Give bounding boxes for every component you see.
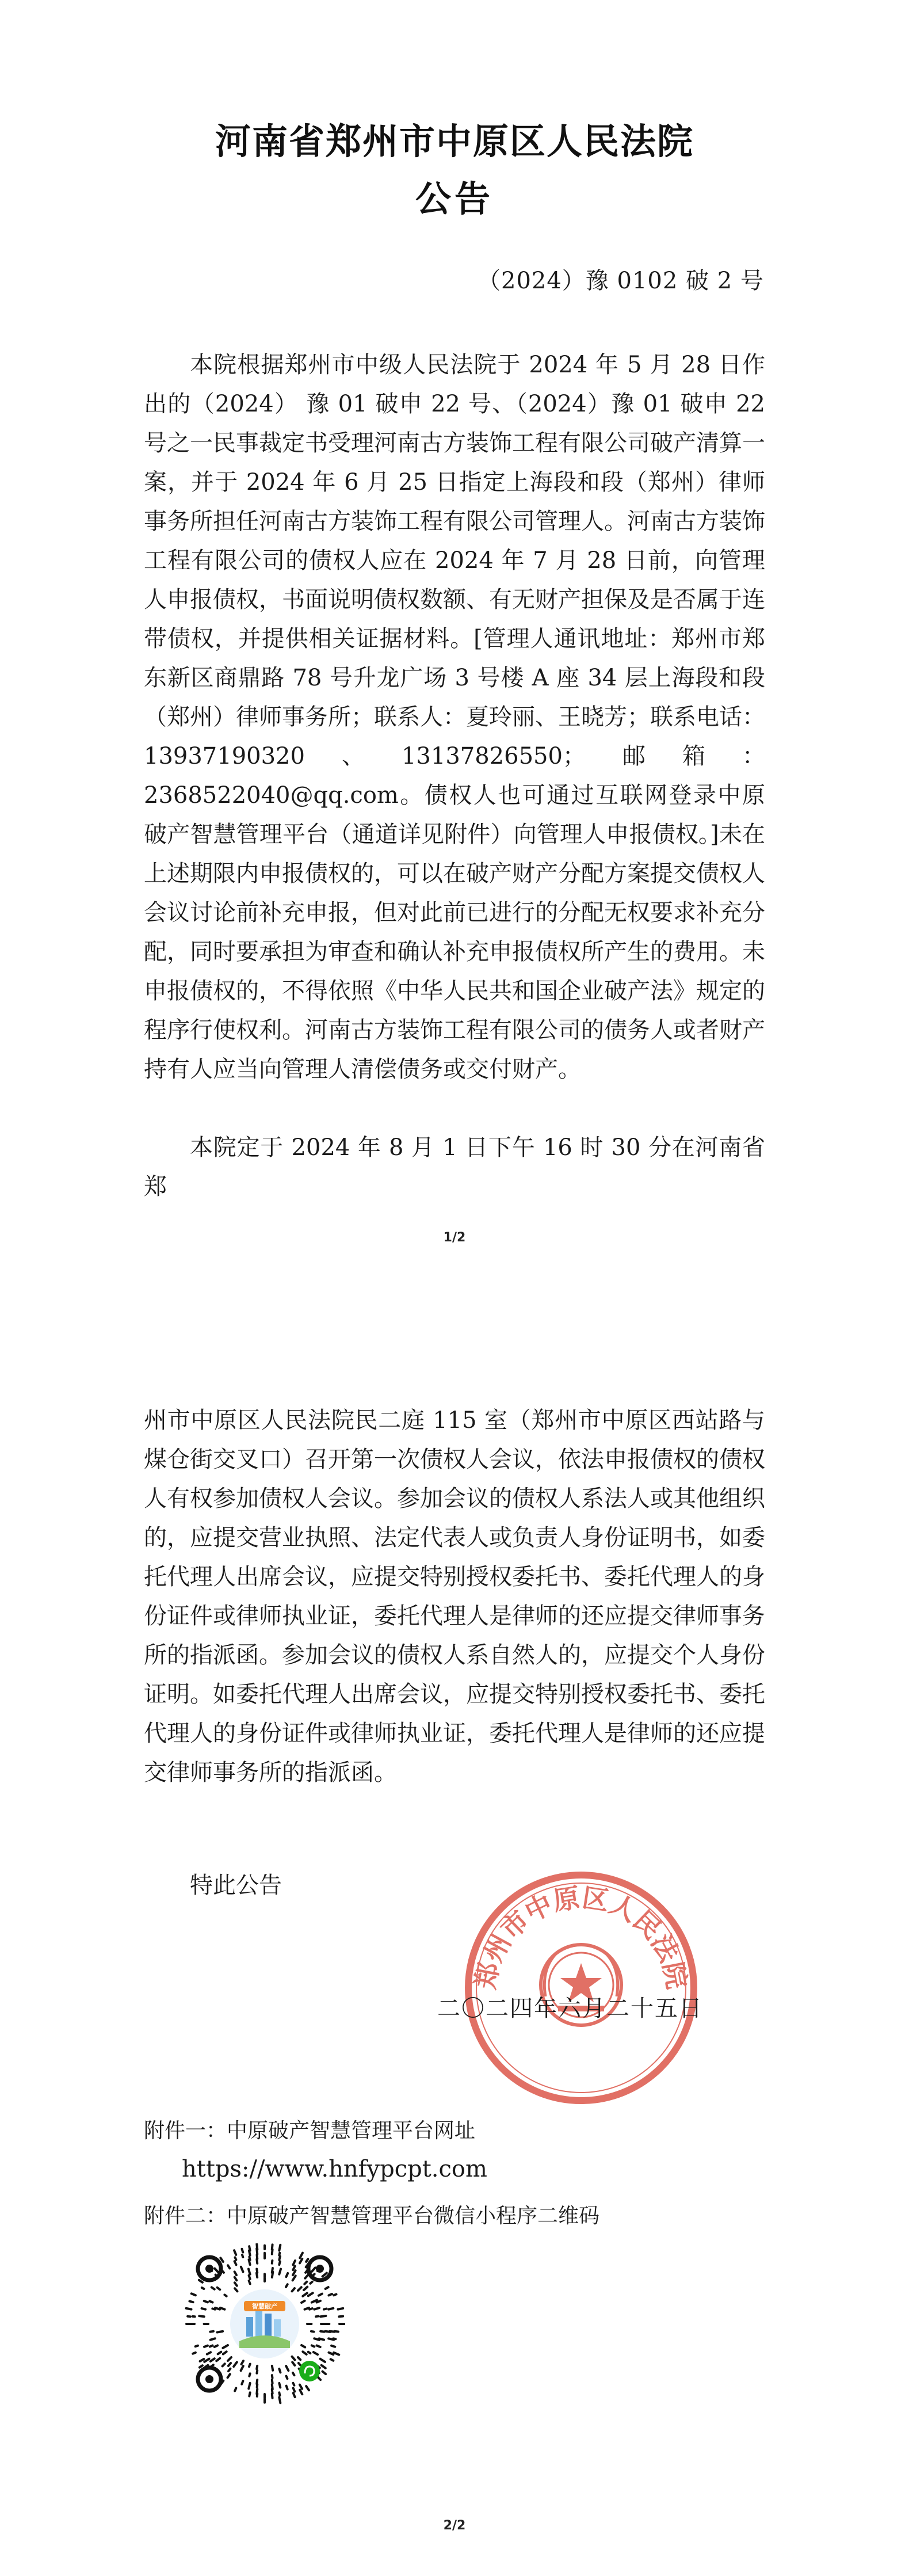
page-number: 1/2 [443,1230,466,1245]
wechat-qr-code-icon[interactable] [184,2243,345,2404]
notice-title: 公告 [415,178,494,220]
notice-date: 二〇二四年六月二十五日 [437,1995,703,2022]
paragraph-meeting-cont: 州市中原区人民法院民二庭 115 室（郑州市中原区西站路与煤仓街交叉口）召开第一次债权人会议，依法申报债权的债权人有权参加债权人会议。参加会议的债权人系法人或其他组织的，应提交营业执照、法定代表人或负责人身份证明书，如委托代理人出席会议，应提交特别授权委托书、委托代理人的身份证件或律师执业证，委托代理人是律师的还应提交律师事务所的指派函。参加会议的债权人系自然人的，应提交个人身份证明。如委托代理人出席会议，应提交特别授权委托书、委托代理人的身份证件或律师执业证，委托代理人是律师的还应提交律师事务所的指派函。 [144,1407,765,1786]
page-number: 2/2 [443,2518,466,2533]
qr-logo-text: 智慧破产 [252,2303,277,2310]
document-number: （2024）豫 0102 破 2 号 [478,268,764,294]
attachment-2-label: 附件二：中原破产智慧管理平台微信小程序二维码 [144,2204,600,2228]
attachment-1-label: 附件一：中原破产智慧管理平台网址 [144,2119,476,2143]
wechat-miniprogram-icon [299,2361,320,2381]
paragraph-claims: 本院根据郑州市中级人民法院于 2024 年 5 月 28 日作出的（2024） 豫 01 破申 22 号、（2024）豫 01 破申 22 号之一民事裁定书受理河南古方装饰工程有限公司破产清算一案，并于 2024 年 6 月 25 日指定上海段和段（郑州）律师事务所担任河南古方装饰工程有限公司管理人。河南古方装饰工程有限公司的债权人应在 2024 年 7 月 28 日前，向管理人申报债权，书面说明债权数额、有无财产担保及是否属于连带债权，并提供相关证据材料。[管理人通讯地址：郑州市郑东新区商鼎路 78 号升龙广场 3 号楼 A 座 34 层上海段和段（郑州）律师事务所；联系人：夏玲丽、王晓芳；联系电话：13937190320、13137826550；邮箱：2368522040@qq.com。债权人也可通过互联网登录中原破产智慧管理平台（通道详见附件）向管理人申报债权。]未在上述期限内申报债权的，可以在破产财产分配方案提交债权人会议讨论前补充申报，但对此前已进行的分配无权要求补充分配，同时要承担为审查和确认补充申报债权所产生的费用。未申报债权的，不得依照《中华人民共和国企业破产法》规定的程序行使权利。河南古方装饰工程有限公司的债务人或者财产持有人应当向管理人清偿债务或交付财产。 [144,352,765,1083]
court-name-heading: 河南省郑州市中原区人民法院 [215,120,694,162]
court-seal-icon [454,1861,708,2114]
closing-statement: 特此公告 [190,1872,282,1899]
paragraph-meeting-start: 本院定于 2024 年 8 月 1 日下午 16 时 30 分在河南省郑 [144,1134,765,1200]
page-2 [0,1288,909,2576]
seal-text: 郑州市中原区人民法院 [469,1881,693,1992]
platform-url-link[interactable]: https://www.hnfypcpt.com [182,2156,487,2182]
